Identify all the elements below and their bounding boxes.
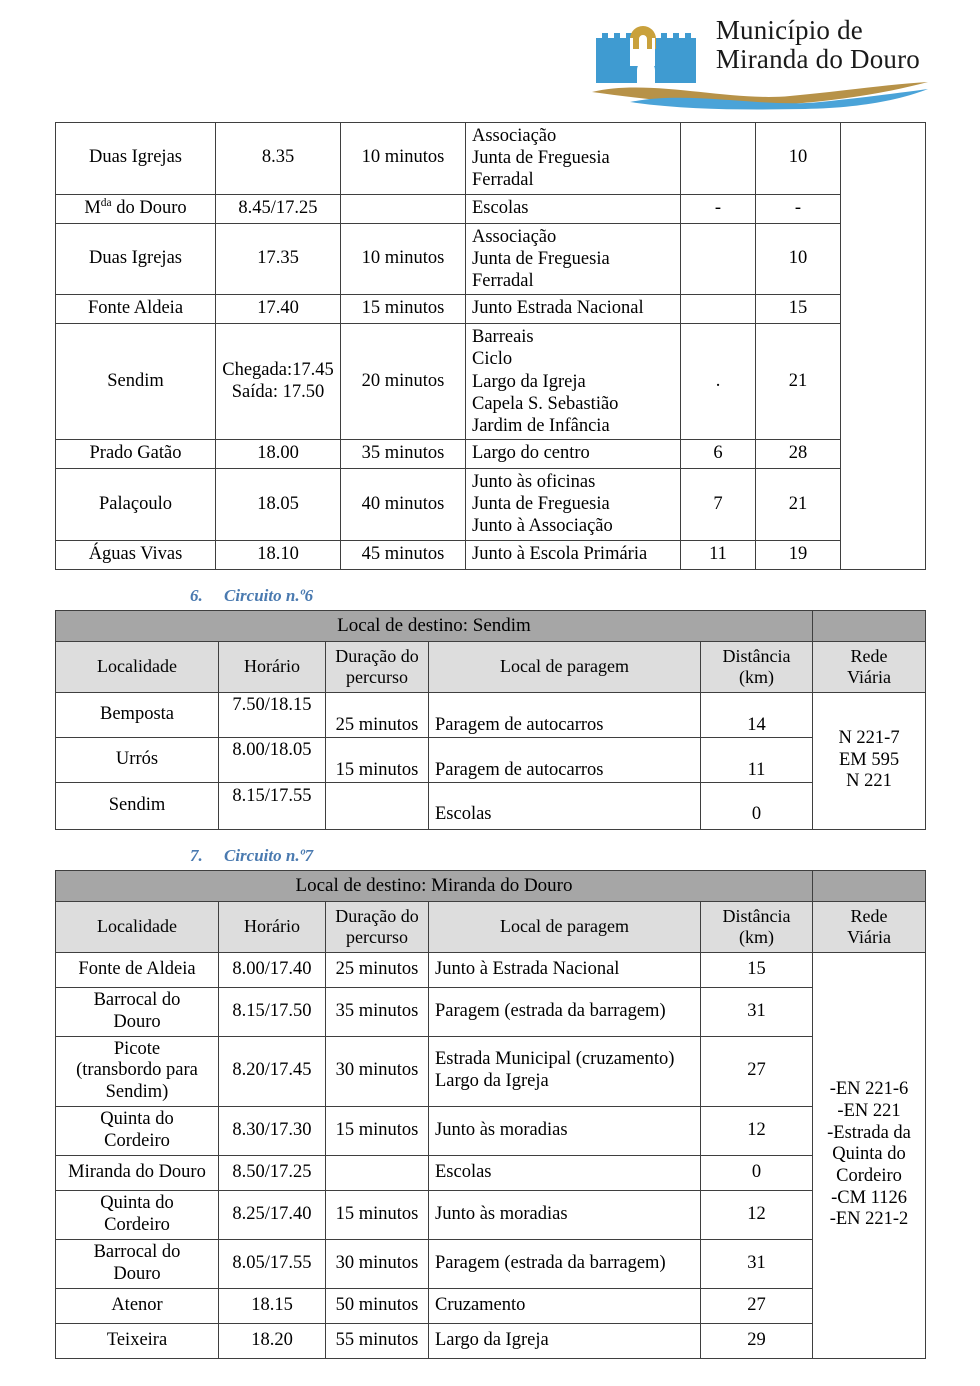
cell-paragem [429,737,701,782]
cell-localidade: Urrós [56,737,219,782]
header-horario: Horário [219,641,326,692]
header-rede-viaria [813,641,926,692]
stop-line: Associação [472,226,557,247]
circuit7-table [55,870,926,1359]
cell-duracao [326,782,429,829]
header-duracao-line2: percurso [346,926,408,947]
paragem-value: Escolas [435,803,492,824]
cell-horario: 8.35 [216,123,341,195]
cell-distancia: 27 [701,1288,813,1323]
municipality-logo [590,14,920,106]
header-duracao-line2: percurso [346,666,408,687]
section-heading-circuito-7 [190,846,925,866]
loc-line: Cordeiro [104,1214,170,1235]
wave-underline-icon [590,80,930,110]
cell-distancia: 21 [756,469,841,541]
stop-line: Jardim de Infância [472,415,610,436]
cell-horario [219,782,326,829]
cell-duracao: 45 minutos [341,540,466,569]
cell-duracao: 35 minutos [326,987,429,1036]
horario-value: 8.15/17.55 [232,785,312,806]
loc-line: Cordeiro [104,1130,170,1151]
cell-distancia: 19 [756,540,841,569]
cell-paragem: Paragem (estrada da barragem) [429,987,701,1036]
loc-superscript: da [100,197,112,210]
stop-line: Ciclo [472,349,513,370]
loc-line: Quinta do [100,1192,174,1213]
section-title: Circuito n.º7 [224,845,314,865]
destination-label: Local de destino: Sendim [56,610,813,641]
cell-duracao: 10 minutos [341,123,466,195]
loc-line: (transbordo para [76,1060,198,1081]
cell-duracao: 15 minutos [341,295,466,324]
paragem-value: Paragem de autocarros [435,714,604,735]
stop-line: Junto às oficinas [472,472,596,493]
rede-line: Quinta do [832,1144,906,1165]
header-distancia-line2: (km) [739,666,774,687]
cell-distancia: 10 [756,123,841,195]
table-row [56,1036,926,1106]
cell-localidade: Miranda do Douro [56,1155,219,1190]
cell-horario: 17.35 [216,223,341,295]
cell-horario: 18.10 [216,540,341,569]
cell-duracao [326,692,429,737]
header-row [56,641,926,692]
rede-line: N 221-7 [838,728,900,749]
cell-extra [681,223,756,295]
destination-spacer [813,870,926,901]
section-number: 6. [190,585,203,605]
stop-line: Barreais [472,327,534,348]
cell-localidade: Duas Igrejas [56,223,216,295]
cell-horario: 8.45/17.25 [216,194,341,223]
rede-line: -EN 221 [837,1100,901,1121]
cell-duracao: 35 minutos [341,440,466,469]
cell-duracao: 15 minutos [326,1106,429,1155]
cell-duracao: 25 minutos [326,952,429,987]
stop-line: Capela S. Sebastião [472,393,619,414]
cell-extra [681,295,756,324]
table-row [56,1323,926,1358]
header-distancia-line1: Distância [722,905,791,926]
cell-distancia: 21 [756,324,841,440]
distancia-value: 0 [751,803,762,824]
cell-localidade [56,1239,219,1288]
cell-localidade: Prado Gatão [56,440,216,469]
rede-line: N 221 [846,771,892,792]
cell-distancia: 29 [701,1323,813,1358]
cell-distancia: 12 [701,1190,813,1239]
loc-suffix: do Douro [111,198,187,219]
cell-paragem: Junto às moradias [429,1106,701,1155]
header-rede-line2: Viária [847,666,891,687]
horario-value: 7.50/18.15 [232,694,312,715]
cell-distancia: 0 [701,1155,813,1190]
cell-horario [216,324,341,440]
cell-localidade [56,194,216,223]
header-distancia [701,641,813,692]
stop-line: Junta de Freguesia [472,148,610,169]
cell-distancia: 10 [756,223,841,295]
cell-horario: 18.05 [216,469,341,541]
table-row [56,440,926,469]
horario-value: 8.00/18.05 [232,739,312,760]
logo-line-2: Miranda do Douro [715,44,920,75]
cell-paragem: Junto Estrada Nacional [466,295,681,324]
table-row [56,1155,926,1190]
cell-horario: 18.20 [219,1323,326,1358]
stop-line: Junto à Associação [472,516,613,537]
cell-rede-viaria [813,692,926,829]
cell-localidade [56,1106,219,1155]
header-localidade: Localidade [56,641,219,692]
cell-distancia: 31 [701,1239,813,1288]
rede-line: EM 595 [838,749,900,770]
header-distancia-line2: (km) [739,926,774,947]
cell-duracao: 55 minutos [326,1323,429,1358]
table-row [56,987,926,1036]
header-duracao [326,901,429,952]
cell-distancia: 12 [701,1106,813,1155]
stop-line: Largo da Igreja [435,1071,549,1092]
cell-paragem [466,223,681,295]
cell-horario: 8.25/17.40 [219,1190,326,1239]
header-paragem: Local de paragem [429,901,701,952]
loc-line: Douro [113,1011,161,1032]
horario-chegada: Chegada:17.45 [222,359,334,380]
document-header [55,0,925,120]
cell-horario [219,692,326,737]
cell-distancia: - [756,194,841,223]
rede-line: -Estrada da [827,1122,911,1143]
stop-line: Estrada Municipal (cruzamento) [435,1049,675,1070]
section-number: 7. [190,845,203,865]
cell-duracao: 15 minutos [326,1190,429,1239]
cell-paragem: Junto à Escola Primária [466,540,681,569]
cell-horario: 18.00 [216,440,341,469]
table-row [56,1190,926,1239]
stop-line: Ferradal [472,270,534,291]
cell-rede-viaria [841,123,926,570]
stop-line: Largo da Igreja [472,371,586,392]
cell-localidade: Duas Igrejas [56,123,216,195]
cell-distancia: 15 [701,952,813,987]
header-distancia [701,901,813,952]
cell-distancia: 28 [756,440,841,469]
stop-line: Junta de Freguesia [472,494,610,515]
cell-localidade: Águas Vivas [56,540,216,569]
loc-line: Barrocal do [93,989,181,1010]
cell-distancia: 27 [701,1036,813,1106]
cell-localidade: Fonte de Aldeia [56,952,219,987]
section-title: Circuito n.º6 [224,585,314,605]
cell-extra [681,123,756,195]
cell-paragem [466,123,681,195]
cell-duracao: 10 minutos [341,223,466,295]
destination-spacer [813,610,926,641]
cell-localidade: Atenor [56,1288,219,1323]
header-rede-line1: Rede [850,905,888,926]
cell-horario: 18.15 [219,1288,326,1323]
cell-extra: . [681,324,756,440]
table-row [56,692,926,737]
cell-paragem: Cruzamento [429,1288,701,1323]
cell-paragem [466,324,681,440]
horario-saida: Saída: 17.50 [231,381,325,402]
cell-duracao: 30 minutos [326,1239,429,1288]
cell-horario: 8.05/17.55 [219,1239,326,1288]
duracao-value: 25 minutos [335,714,419,735]
header-duracao [326,641,429,692]
loc-prefix: M [84,198,101,219]
distancia-value: 11 [747,759,766,780]
cell-distancia [701,692,813,737]
rede-line: -CM 1126 [831,1187,907,1208]
cell-localidade: Fonte Aldeia [56,295,216,324]
table-row [56,223,926,295]
cell-distancia [701,737,813,782]
cell-paragem [429,1036,701,1106]
loc-line: Sendim) [105,1081,169,1102]
cell-localidade [56,987,219,1036]
cell-horario: 8.15/17.50 [219,987,326,1036]
cell-paragem: Junto à Estrada Nacional [429,952,701,987]
table-row [56,194,926,223]
header-row [56,901,926,952]
cell-duracao [341,194,466,223]
cell-duracao: 40 minutos [341,469,466,541]
destination-row [56,610,926,641]
loc-line: Quinta do [100,1108,174,1129]
cell-distancia [701,782,813,829]
table-row [56,737,926,782]
paragem-value: Paragem de autocarros [435,759,604,780]
circuit6-table [55,610,926,830]
stop-line: Ferradal [472,170,534,191]
loc-line: Barrocal do [93,1241,181,1262]
cell-horario: 8.50/17.25 [219,1155,326,1190]
header-distancia-line1: Distância [722,645,791,666]
table-row [56,469,926,541]
header-localidade: Localidade [56,901,219,952]
cell-extra: 11 [681,540,756,569]
circuit5-continuation-table [55,122,926,570]
cell-localidade: Sendim [56,782,219,829]
cell-duracao [326,737,429,782]
rede-line: -EN 221-6 [829,1079,909,1100]
cell-paragem: Largo da Igreja [429,1323,701,1358]
table-row [56,1239,926,1288]
destination-label: Local de destino: Miranda do Douro [56,870,813,901]
cell-paragem: Junto às moradias [429,1190,701,1239]
cell-paragem: Largo do centro [466,440,681,469]
section-heading-circuito-6 [190,586,925,606]
cell-duracao: 30 minutos [326,1036,429,1106]
header-duracao-line1: Duração do [335,905,419,926]
table-row [56,295,926,324]
cell-localidade: Teixeira [56,1323,219,1358]
loc-line: Picote [113,1038,161,1059]
cell-localidade: Palaçoulo [56,469,216,541]
table-row [56,1288,926,1323]
table-row [56,540,926,569]
rede-line: -EN 221-2 [829,1209,909,1230]
header-horario: Horário [219,901,326,952]
header-rede-viaria [813,901,926,952]
cell-localidade: Bemposta [56,692,219,737]
cell-paragem [429,782,701,829]
duracao-value: 15 minutos [335,759,419,780]
header-rede-line2: Viária [847,926,891,947]
cell-paragem [429,692,701,737]
cell-horario: 8.20/17.45 [219,1036,326,1106]
cell-distancia: 15 [756,295,841,324]
logo-line-1: Município de [715,15,863,45]
header-paragem: Local de paragem [429,641,701,692]
table-row [56,782,926,829]
destination-row [56,870,926,901]
distancia-value: 14 [747,714,766,735]
cell-localidade: Sendim [56,324,216,440]
cell-paragem: Paragem (estrada da barragem) [429,1239,701,1288]
cell-localidade [56,1036,219,1106]
cell-extra: - [681,194,756,223]
cell-extra: 6 [681,440,756,469]
stop-line: Associação [472,126,557,146]
table-row [56,324,926,440]
cell-horario [219,737,326,782]
table-row [56,1106,926,1155]
rede-line: Cordeiro [836,1165,902,1186]
cell-duracao: 50 minutos [326,1288,429,1323]
cell-paragem: Escolas [429,1155,701,1190]
cell-localidade [56,1190,219,1239]
cell-duracao: 20 minutos [341,324,466,440]
cell-horario: 8.00/17.40 [219,952,326,987]
cell-distancia: 31 [701,987,813,1036]
header-duracao-line1: Duração do [335,645,419,666]
cell-extra: 7 [681,469,756,541]
cell-paragem: Escolas [466,194,681,223]
loc-line: Douro [113,1263,161,1284]
logo-wordmark [716,14,920,74]
cell-paragem [466,469,681,541]
stop-line: Junta de Freguesia [472,248,610,269]
header-rede-line1: Rede [850,645,888,666]
table-row [56,123,926,195]
cell-rede-viaria [813,952,926,1358]
cell-horario: 8.30/17.30 [219,1106,326,1155]
table-row [56,952,926,987]
cell-duracao [326,1155,429,1190]
cell-horario: 17.40 [216,295,341,324]
